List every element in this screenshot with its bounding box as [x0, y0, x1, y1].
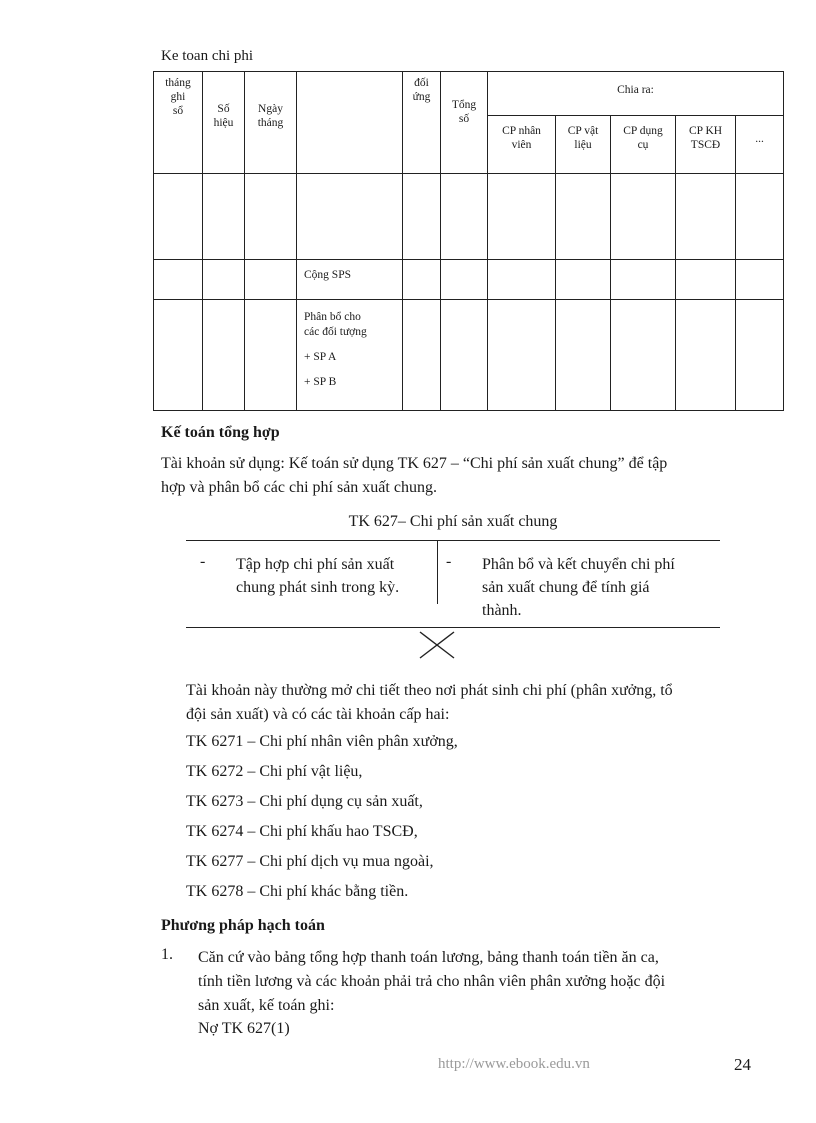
numbered-item-marker: 1.: [161, 946, 173, 963]
col-header-thang-ghi-so: tháng ghi sổ: [154, 72, 203, 174]
account-list-item: TK 6274 – Chi phí khấu hao TSCĐ,: [186, 823, 418, 840]
col-header-so-hieu: Số hiệu: [203, 72, 245, 174]
col-header-cp-nhan-vien: CP nhân viên: [488, 116, 556, 174]
table-row-sum: [154, 260, 784, 300]
col-header-cp-kh-tscd: CP KH TSCĐ: [676, 116, 736, 174]
section-title-ke-toan-tong-hop: Kế toán tổng hợp: [161, 424, 280, 441]
col-header-dien-giai: [297, 72, 403, 174]
t-account-credit-dash: -: [446, 553, 452, 570]
account-list-item: TK 6271 – Chi phí nhân viên phân xưởng,: [186, 733, 458, 750]
ledger-table: [153, 71, 784, 411]
detail-intro-paragraph: Tài khoản này thường mở chi tiết theo nơi phát sinh chi phí (phân xưởng, tổ đội sản xuất) và có các tài khoản cấp hai:: [186, 682, 673, 723]
section1-paragraph: Tài khoản sử dụng: Kế toán sử dụng TK 627 – “Chi phí sản xuất chung” để tập hợp và phân bổ các chi phí sản xuất chung.: [161, 455, 668, 496]
page-header: Ke toan chi phi: [161, 48, 254, 64]
t-account-divider: [437, 540, 438, 604]
col-header-cp-vat-lieu: CP vật liệu: [556, 116, 611, 174]
t-account-debit-dash: -: [200, 553, 206, 570]
account-list-item: TK 6278 – Chi phí khác bằng tiền.: [186, 883, 409, 900]
col-header-ellipsis: ...: [736, 116, 784, 174]
section-title-phuong-phap-hach-toan: Phương pháp hạch toán: [161, 917, 325, 934]
table-row-body: [154, 174, 784, 260]
t-account-balance-cross-icon: [418, 630, 456, 660]
t-account-top-line: [186, 540, 720, 541]
col-header-doi-ung: đối ứng: [403, 72, 441, 174]
col-header-tong-so: Tổng số: [441, 72, 488, 174]
footer-url: http://www.ebook.edu.vn: [438, 1056, 590, 1072]
t-account-bottom-line: [186, 627, 720, 628]
t-account-title: TK 627– Chi phí sản xuất chung: [348, 513, 558, 530]
col-header-ngay-thang: Ngày tháng: [245, 72, 297, 174]
journal-entry: Nợ TK 627(1): [198, 1020, 290, 1037]
table-row-allocation: [154, 300, 784, 411]
account-list-item: TK 6272 – Chi phí vật liệu,: [186, 763, 363, 780]
account-list-item: TK 6277 – Chi phí dịch vụ mua ngoài,: [186, 853, 434, 870]
row-allocation-label: Phân bổ cho các đối tượng + SP A + SP B: [297, 300, 403, 411]
numbered-item-text: Căn cứ vào bảng tổng hợp thanh toán lương, bảng thanh toán tiền ăn ca, tính tiền lương và các khoản phải trả cho nhân viên phân xưởng hoặc đội sản xuất, kế toán ghi:: [198, 949, 666, 1014]
col-header-cp-dung-cu: CP dụng cụ: [611, 116, 676, 174]
t-account-debit-text: Tập hợp chi phí sản xuất chung phát sinh trong kỳ.: [236, 556, 400, 596]
col-header-chia-ra: Chia ra:: [488, 72, 784, 116]
row-sum-label: Cộng SPS: [297, 260, 403, 300]
account-list-item: TK 6273 – Chi phí dụng cụ sản xuất,: [186, 793, 423, 810]
t-account-credit-text: Phân bổ và kết chuyển chi phí sản xuất chung để tính giá thành.: [482, 556, 675, 619]
page-number: 24: [734, 1055, 751, 1074]
